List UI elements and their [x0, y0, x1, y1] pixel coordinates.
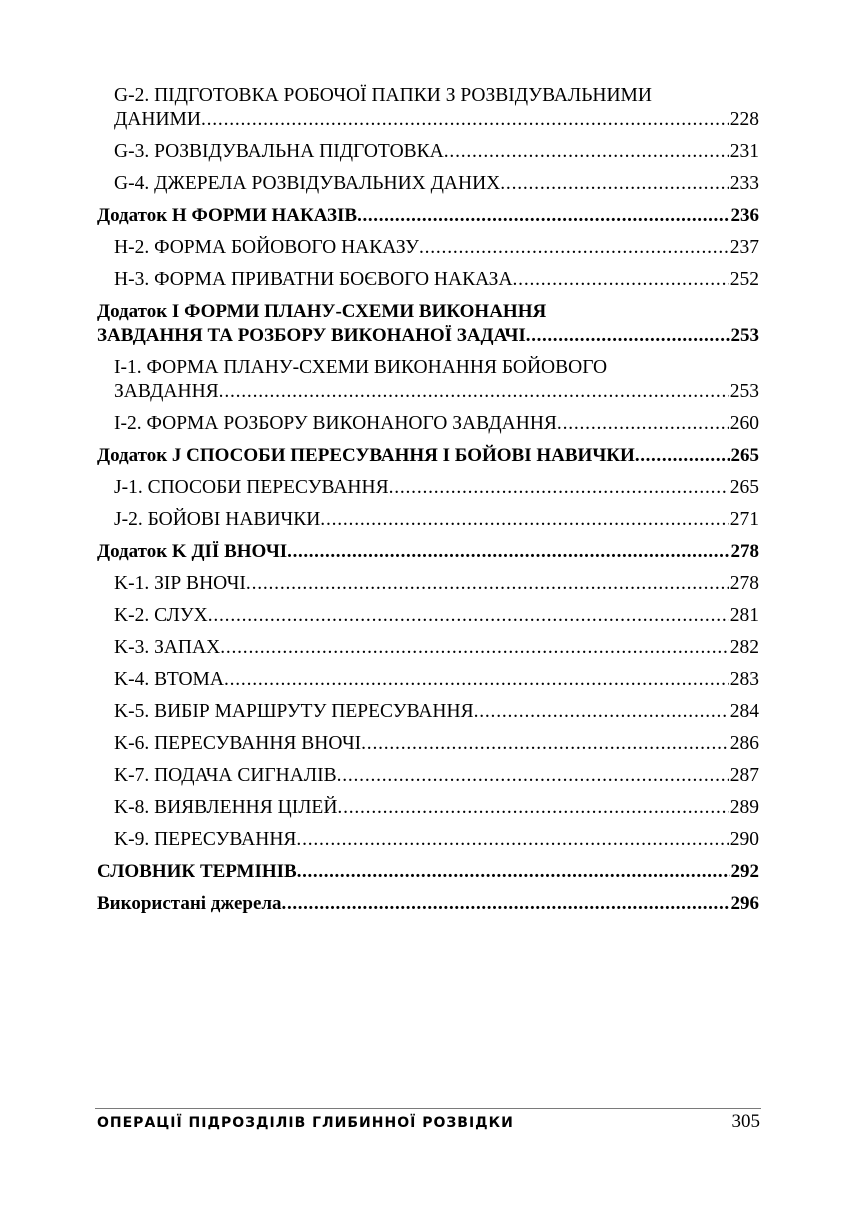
toc-entry-page: 283: [729, 669, 759, 690]
toc-entry-page: 265: [730, 445, 759, 466]
dot-leader: [208, 604, 729, 628]
toc-entry[interactable]: [97, 572, 759, 596]
dot-leader: [287, 540, 729, 564]
dot-leader: [337, 796, 728, 820]
toc-entry-title: H-2. ФОРМА БОЙОВОГО НАКАЗУ: [114, 237, 419, 258]
toc-entry-title: ДАНИМИ: [114, 109, 201, 130]
dot-leader: [246, 572, 729, 596]
toc-entry-title: I-2. ФОРМА РОЗБОРУ ВИКОНАНОГО ЗАВДАННЯ: [114, 413, 557, 434]
toc-entry[interactable]: [97, 892, 759, 916]
toc-entry-title: K-3. ЗАПАХ: [114, 637, 221, 658]
toc-entry-title: Додаток H ФОРМИ НАКАЗІВ: [97, 205, 358, 226]
dot-leader: [444, 140, 729, 164]
toc-entry-page: 253: [729, 381, 759, 402]
toc-entry-title: Додаток J СПОСОБИ ПЕРЕСУВАННЯ І БОЙОВІ НАВИЧКИ: [97, 445, 635, 466]
toc-entry-page: 237: [729, 237, 759, 258]
toc-entry-title: K-8. ВИЯВЛЕННЯ ЦІЛЕЙ: [114, 797, 338, 818]
toc-entry[interactable]: [97, 476, 759, 500]
toc-entry[interactable]: [97, 540, 759, 564]
toc-entry[interactable]: [97, 604, 759, 628]
dot-leader: [201, 108, 729, 132]
toc-entry-page: 289: [729, 797, 759, 818]
toc-entry-title: ЗАВДАННЯ: [114, 381, 219, 402]
toc-entry[interactable]: [97, 668, 759, 692]
toc-entry-title-line1: Додаток I ФОРМИ ПЛАНУ-СХЕМИ ВИКОНАННЯ: [97, 301, 547, 322]
footer-page-number: 305: [731, 1111, 760, 1132]
toc-entry-page: 231: [729, 141, 759, 162]
toc-entry[interactable]: [97, 236, 759, 260]
dot-leader: [297, 860, 730, 884]
dot-leader: [357, 204, 729, 228]
toc-entry-title: J-1. СПОСОБИ ПЕРЕСУВАННЯ: [114, 477, 389, 498]
toc-entry-page: 228: [729, 109, 759, 130]
toc-entry-title: G-4. ДЖЕРЕЛА РОЗВІДУВАЛЬНИХ ДАНИХ: [114, 173, 501, 194]
toc-entry-page: 278: [729, 573, 759, 594]
table-of-contents: [97, 84, 759, 924]
toc-entry-title: Використані джерела: [97, 893, 282, 914]
toc-entry[interactable]: [97, 172, 759, 196]
toc-entry[interactable]: [97, 636, 759, 660]
dot-leader: [337, 764, 729, 788]
dot-leader: [389, 476, 729, 500]
toc-entry[interactable]: [97, 444, 759, 468]
toc-entry[interactable]: [97, 268, 759, 292]
toc-entry[interactable]: [97, 860, 759, 884]
dot-leader: [361, 732, 729, 756]
footer-book-title: ОПЕРАЦІЇ ПІДРОЗДІЛІВ ГЛИБИННОЇ РОЗВІДКИ: [97, 1115, 514, 1131]
toc-entry-page: 271: [729, 509, 759, 530]
toc-entry[interactable]: [97, 412, 759, 436]
toc-entry-page: 296: [730, 893, 759, 914]
toc-entry-title: H-3. ФОРМА ПРИВАТНИ БОЄВОГО НАКАЗА: [114, 269, 513, 290]
toc-entry-page: 287: [729, 765, 759, 786]
toc-entry[interactable]: [97, 508, 759, 532]
toc-entry[interactable]: [97, 140, 759, 164]
dot-leader: [224, 668, 729, 692]
toc-entry[interactable]: [97, 204, 759, 228]
toc-entry-page: 233: [729, 173, 759, 194]
toc-entry-page: 253: [730, 325, 759, 346]
toc-entry-page: 278: [730, 541, 759, 562]
toc-entry-title: K-1. ЗІР ВНОЧІ: [114, 573, 246, 594]
toc-entry[interactable]: [97, 84, 759, 132]
dot-leader: [320, 508, 728, 532]
dot-leader: [419, 236, 729, 260]
toc-entry-title: K-7. ПОДАЧА СИГНАЛІВ: [114, 765, 337, 786]
toc-entry-title: G-3. РОЗВІДУВАЛЬНА ПІДГОТОВКА: [114, 141, 444, 162]
toc-entry[interactable]: [97, 796, 759, 820]
dot-leader: [474, 700, 729, 724]
dot-leader: [557, 412, 729, 436]
toc-entry-title: K-6. ПЕРЕСУВАННЯ ВНОЧІ: [114, 733, 362, 754]
toc-entry[interactable]: [97, 764, 759, 788]
toc-entry-title: СЛОВНИК ТЕРМІНІВ: [97, 861, 297, 882]
dot-leader: [526, 324, 730, 348]
toc-entry-page: 290: [729, 829, 759, 850]
toc-entry-title: Додаток K ДІЇ ВНОЧІ: [97, 541, 288, 562]
toc-entry-title-line1: G-2. ПІДГОТОВКА РОБОЧОЇ ПАПКИ З РОЗВІДУВАЛЬНИМИ: [114, 85, 652, 106]
dot-leader: [500, 172, 728, 196]
dot-leader: [296, 828, 728, 852]
toc-entry-page: 281: [729, 605, 759, 626]
toc-entry-title-line1: I-1. ФОРМА ПЛАНУ-СХЕМИ ВИКОНАННЯ БОЙОВОГО: [114, 357, 608, 378]
toc-entry-page: 292: [730, 861, 759, 882]
dot-leader: [282, 892, 730, 916]
dot-leader: [219, 380, 729, 404]
toc-entry-page: 282: [729, 637, 759, 658]
toc-entry-title: K-9. ПЕРЕСУВАННЯ: [114, 829, 297, 850]
toc-entry-title: ЗАВДАННЯ ТА РОЗБОРУ ВИКОНАНОЇ ЗАДАЧІ: [97, 325, 526, 346]
dot-leader: [513, 268, 729, 292]
toc-entry-page: 286: [729, 733, 759, 754]
dot-leader: [635, 444, 730, 468]
dot-leader: [220, 636, 729, 660]
toc-entry-title: K-2. СЛУХ: [114, 605, 208, 626]
toc-entry[interactable]: [97, 356, 759, 404]
toc-entry-page: 236: [730, 205, 759, 226]
toc-entry[interactable]: [97, 828, 759, 852]
toc-entry-title: K-5. ВИБІР МАРШРУТУ ПЕРЕСУВАННЯ: [114, 701, 474, 722]
toc-entry-title: K-4. ВТОМА: [114, 669, 224, 690]
footer-divider: [95, 1108, 761, 1109]
toc-entry-page: 252: [729, 269, 759, 290]
toc-entry[interactable]: [97, 700, 759, 724]
toc-entry-page: 260: [729, 413, 759, 434]
toc-entry-page: 284: [729, 701, 759, 722]
toc-entry[interactable]: [97, 732, 759, 756]
toc-entry-title: J-2. БОЙОВІ НАВИЧКИ: [114, 509, 321, 530]
toc-entry-page: 265: [729, 477, 759, 498]
toc-entry[interactable]: [97, 300, 759, 348]
